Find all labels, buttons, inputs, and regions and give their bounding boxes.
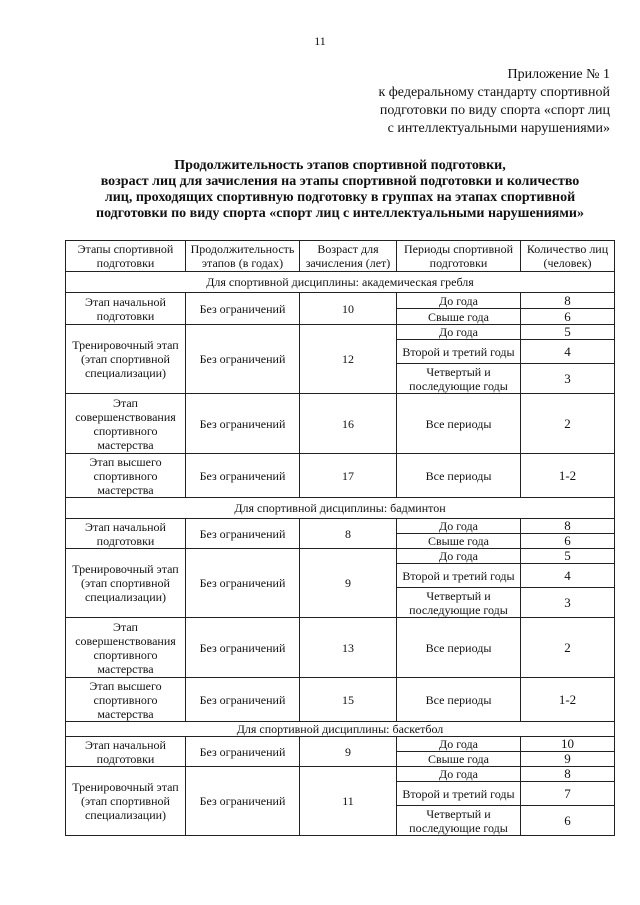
duration-cell: Без ограничений bbox=[186, 293, 300, 325]
age-cell: 11 bbox=[300, 767, 397, 836]
age-cell: 8 bbox=[300, 519, 397, 549]
duration-cell: Без ограничений bbox=[186, 737, 300, 767]
table-row bbox=[66, 678, 615, 722]
appendix-line: подготовки по виду спорта «спорт лиц bbox=[379, 103, 610, 118]
period-cell: Все периоды bbox=[397, 454, 521, 498]
period-cell: До года bbox=[397, 325, 521, 340]
stage-cell: Этап совершенствования спортивного мастерства bbox=[66, 618, 186, 678]
duration-cell: Без ограничений bbox=[186, 618, 300, 678]
stage-cell: Тренировочный этап (этап спортивной специализации) bbox=[66, 767, 186, 836]
appendix-line: с интеллектуальными нарушениями» bbox=[387, 121, 610, 136]
duration-cell: Без ограничений bbox=[186, 325, 300, 394]
table-row bbox=[66, 549, 615, 564]
stage-cell: Этап высшего спортивного мастерства bbox=[66, 454, 186, 498]
stage-cell: Этап совершенствования спортивного мастерства bbox=[66, 394, 186, 454]
section-row bbox=[66, 498, 615, 519]
table-row bbox=[66, 454, 615, 498]
period-cell: Второй и третий годы bbox=[397, 564, 521, 588]
count-cell: 6 bbox=[521, 806, 615, 836]
title-line: подготовки по виду спорта «спорт лиц с интеллектуальными нарушениями» bbox=[96, 206, 584, 221]
stages-table bbox=[65, 240, 615, 836]
count-cell: 9 bbox=[521, 752, 615, 767]
appendix-line: Приложение № 1 bbox=[507, 67, 610, 82]
period-cell: Четвертый и последующие годы bbox=[397, 806, 521, 836]
period-cell: Все периоды bbox=[397, 678, 521, 722]
count-cell: 4 bbox=[521, 564, 615, 588]
col-header-count: Количество лиц (человек) bbox=[521, 241, 615, 272]
age-cell: 12 bbox=[300, 325, 397, 394]
age-cell: 9 bbox=[300, 737, 397, 767]
table-row bbox=[66, 767, 615, 782]
count-cell: 6 bbox=[521, 309, 615, 325]
period-cell: Все периоды bbox=[397, 618, 521, 678]
section-title: Для спортивной дисциплины: баскетбол bbox=[66, 722, 615, 737]
count-cell: 4 bbox=[521, 340, 615, 364]
col-header-age: Возраст для зачисления (лет) bbox=[300, 241, 397, 272]
period-cell: До года bbox=[397, 767, 521, 782]
count-cell: 3 bbox=[521, 588, 615, 618]
stage-cell: Этап высшего спортивного мастерства bbox=[66, 678, 186, 722]
table-header-row bbox=[66, 241, 615, 272]
count-cell: 6 bbox=[521, 534, 615, 549]
stage-cell: Этап начальной подготовки bbox=[66, 293, 186, 325]
document-title bbox=[60, 158, 620, 222]
age-cell: 9 bbox=[300, 549, 397, 618]
age-cell: 10 bbox=[300, 293, 397, 325]
table-row bbox=[66, 737, 615, 752]
period-cell: Четвертый и последующие годы bbox=[397, 588, 521, 618]
duration-cell: Без ограничений bbox=[186, 678, 300, 722]
age-cell: 15 bbox=[300, 678, 397, 722]
col-header-stage: Этапы спортивной подготовки bbox=[66, 241, 186, 272]
period-cell: Второй и третий годы bbox=[397, 782, 521, 806]
table-row bbox=[66, 293, 615, 309]
duration-cell: Без ограничений bbox=[186, 394, 300, 454]
count-cell: 10 bbox=[521, 737, 615, 752]
period-cell: Все периоды bbox=[397, 394, 521, 454]
count-cell: 5 bbox=[521, 325, 615, 340]
period-cell: Четвертый и последующие годы bbox=[397, 364, 521, 394]
count-cell: 8 bbox=[521, 293, 615, 309]
count-cell: 7 bbox=[521, 782, 615, 806]
title-line: лиц, проходящих спортивную подготовку в группах на этапах спортивной bbox=[104, 190, 576, 205]
age-cell: 16 bbox=[300, 394, 397, 454]
count-cell: 3 bbox=[521, 364, 615, 394]
table-row bbox=[66, 394, 615, 454]
section-row bbox=[66, 722, 615, 737]
age-cell: 13 bbox=[300, 618, 397, 678]
stage-cell: Этап начальной подготовки bbox=[66, 737, 186, 767]
appendix-line: к федеральному стандарту спортивной bbox=[378, 85, 610, 100]
page-number: 11 bbox=[314, 34, 326, 48]
period-cell: Свыше года bbox=[397, 534, 521, 549]
duration-cell: Без ограничений bbox=[186, 454, 300, 498]
section-title: Для спортивной дисциплины: академическая гребля bbox=[66, 272, 615, 293]
title-line: Продолжительность этапов спортивной подготовки, bbox=[174, 158, 506, 173]
section-title: Для спортивной дисциплины: бадминтон bbox=[66, 498, 615, 519]
table-row bbox=[66, 325, 615, 340]
appendix-header bbox=[310, 66, 610, 138]
period-cell: До года bbox=[397, 519, 521, 534]
count-cell: 8 bbox=[521, 767, 615, 782]
period-cell: До года bbox=[397, 549, 521, 564]
stage-cell: Этап начальной подготовки bbox=[66, 519, 186, 549]
count-cell: 2 bbox=[521, 618, 615, 678]
section-row bbox=[66, 272, 615, 293]
table-row bbox=[66, 618, 615, 678]
duration-cell: Без ограничений bbox=[186, 519, 300, 549]
col-header-duration: Продолжительность этапов (в годах) bbox=[186, 241, 300, 272]
title-line: возраст лиц для зачисления на этапы спортивной подготовки и количество bbox=[100, 174, 580, 189]
count-cell: 8 bbox=[521, 519, 615, 534]
count-cell: 1-2 bbox=[521, 454, 615, 498]
period-cell: До года bbox=[397, 737, 521, 752]
table-row bbox=[66, 519, 615, 534]
count-cell: 5 bbox=[521, 549, 615, 564]
period-cell: До года bbox=[397, 293, 521, 309]
count-cell: 1-2 bbox=[521, 678, 615, 722]
period-cell: Свыше года bbox=[397, 309, 521, 325]
duration-cell: Без ограничений bbox=[186, 767, 300, 836]
stage-cell: Тренировочный этап (этап спортивной специализации) bbox=[66, 549, 186, 618]
duration-cell: Без ограничений bbox=[186, 549, 300, 618]
age-cell: 17 bbox=[300, 454, 397, 498]
stage-cell: Тренировочный этап (этап спортивной специализации) bbox=[66, 325, 186, 394]
period-cell: Второй и третий годы bbox=[397, 340, 521, 364]
col-header-period: Периоды спортивной подготовки bbox=[397, 241, 521, 272]
count-cell: 2 bbox=[521, 394, 615, 454]
period-cell: Свыше года bbox=[397, 752, 521, 767]
